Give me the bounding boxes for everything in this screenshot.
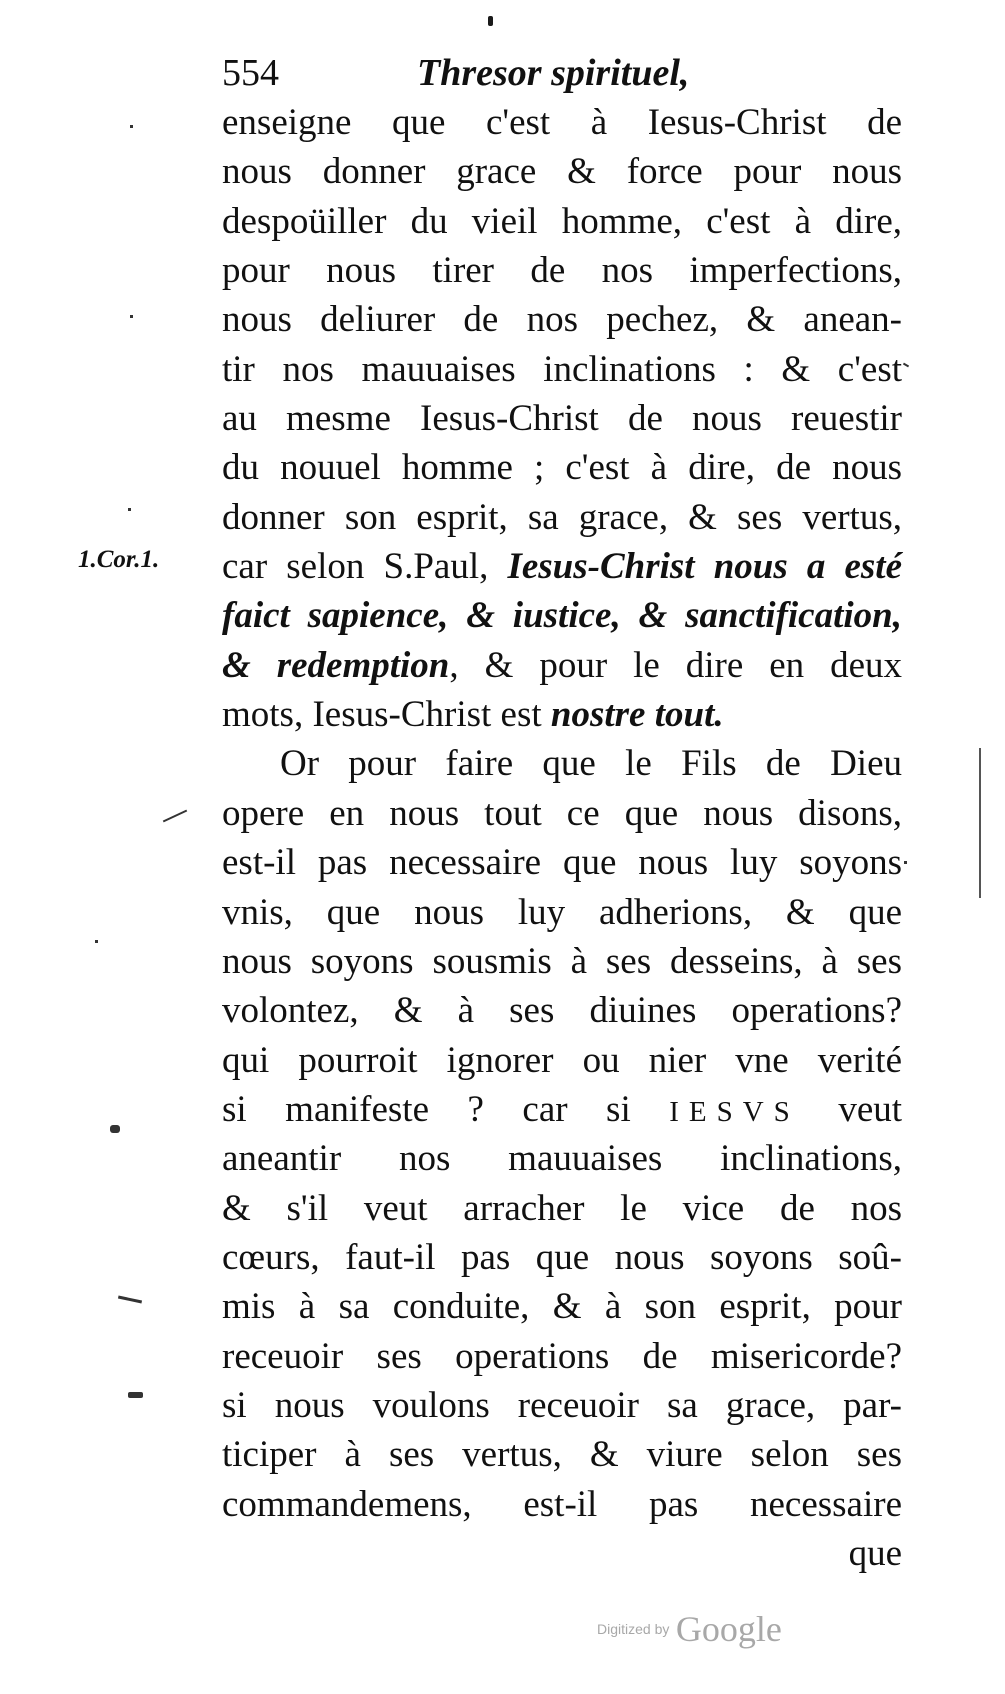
- margin-reference: 1.Cor.1.: [78, 546, 160, 573]
- text-line: faict sapience, & iustice, & sanctification,: [222, 595, 902, 637]
- text-line: despoüiller du vieil homme, c'est à dire,: [222, 200, 902, 242]
- text-line: aneantir nos mauuaises inclinations,: [222, 1138, 902, 1180]
- edge-line: [979, 748, 981, 898]
- text-line: [222, 542, 902, 591]
- text-line: opere en nous tout ce que nous disons,: [222, 792, 902, 834]
- margin-mark: [118, 1296, 142, 1304]
- text-line: ticiper à ses vertus, & viure selon ses: [222, 1434, 902, 1476]
- text-roman: mots, Iesus-Christ est: [222, 694, 542, 736]
- running-title: Thresor spirituel,: [417, 52, 690, 94]
- page-number: 554: [222, 52, 279, 94]
- small-caps-name: IESVS: [669, 1095, 800, 1128]
- text-roman: car selon S.Paul,: [222, 546, 489, 588]
- quotation-italic: & redemption: [222, 644, 450, 686]
- text-line: cœurs, faut-il pas que nous soyons soû-: [222, 1236, 902, 1278]
- text-line: [222, 641, 902, 690]
- text-line: si nous voulons receuoir sa grace, par-: [222, 1384, 902, 1426]
- margin-mark: [95, 940, 98, 943]
- text-line: qui pourroit ignorer ou nier vne verité: [222, 1039, 902, 1081]
- text-line: volontez, & à ses diuines operations?: [222, 990, 902, 1032]
- digitized-label: Digitized by: [597, 1621, 670, 1637]
- quotation-italic: Iesus-Christ nous a esté: [507, 546, 902, 588]
- text-line: donner son esprit, sa grace, & ses vertus,: [222, 496, 902, 538]
- text-line: [222, 690, 902, 739]
- margin-mark: [128, 1392, 143, 1398]
- text-line: mis à sa conduite, & à son esprit, pour: [222, 1286, 902, 1328]
- margin-mark: [904, 861, 907, 864]
- catchword: que: [848, 1532, 902, 1574]
- google-logo: Google: [675, 1609, 782, 1649]
- text-roman: veut: [838, 1088, 903, 1130]
- text-line: enseigne que c'est à Iesus-Christ de: [222, 102, 902, 143]
- text-line: pour nous tirer de nos imperfections,: [222, 250, 902, 292]
- margin-mark: [128, 508, 131, 511]
- margin-mark: [163, 810, 187, 823]
- text-line: est-il pas necessaire que nous luy soyons: [222, 842, 902, 884]
- text-line: nous soyons sousmis à ses desseins, à ses: [222, 940, 902, 982]
- body-text: [222, 98, 902, 1578]
- text-line: & s'il veut arracher le vice de nos: [222, 1187, 902, 1229]
- text-line: receuoir ses operations de misericorde?: [222, 1335, 902, 1377]
- margin-mark: [130, 125, 133, 128]
- margin-mark: [130, 315, 133, 318]
- text-line: vnis, que nous luy adherions, & que: [222, 891, 902, 933]
- text-line: commandemens, est-il pas necessaire: [222, 1483, 902, 1525]
- text-roman: , & pour le dire en deux: [449, 644, 902, 686]
- digitized-watermark: [597, 1608, 782, 1654]
- text-line: nous donner grace & force pour nous: [222, 151, 902, 193]
- text-line: [222, 1085, 902, 1134]
- page-header: [222, 48, 922, 98]
- text-line: du nouuel homme ; c'est à dire, de nous: [222, 447, 902, 489]
- margin-mark: [110, 1125, 120, 1133]
- text-roman: si manifeste ? car si: [222, 1088, 631, 1130]
- emphasis-italic: nostre tout.: [550, 694, 724, 736]
- margin-mark: [903, 363, 909, 368]
- text-line: au mesme Iesus-Christ de nous reuestir: [222, 398, 902, 440]
- text-line: Or pour faire que le Fils de Dieu: [280, 743, 902, 785]
- ink-speck: [488, 16, 493, 26]
- text-line: tir nos mauuaises inclinations : & c'est: [222, 348, 902, 390]
- text-line: nous deliurer de nos pechez, & anean-: [222, 299, 902, 341]
